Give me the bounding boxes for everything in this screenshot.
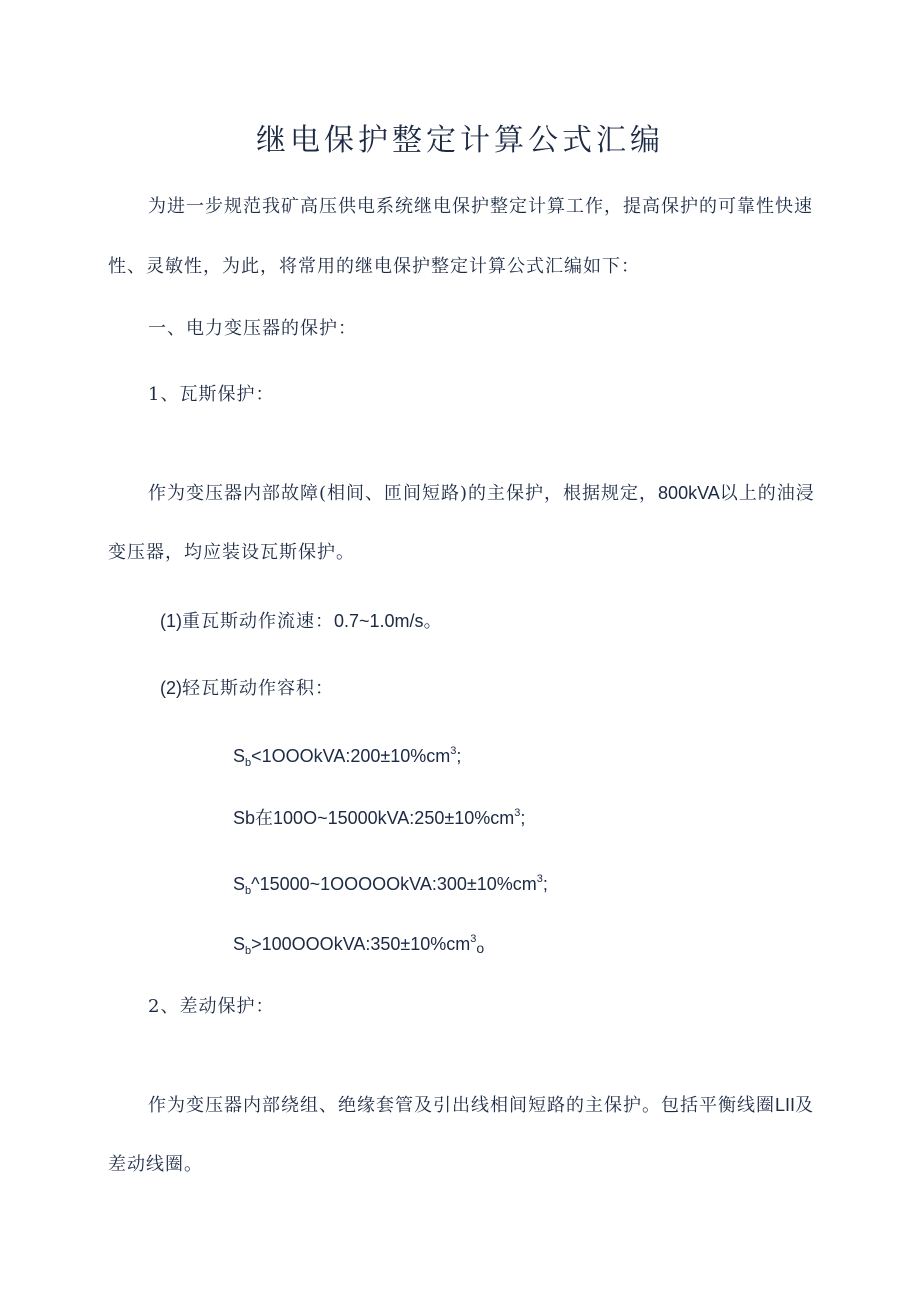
formula-symbol: S [233, 746, 246, 766]
formula-text-cn: 在 [255, 808, 274, 829]
document-title: 继电保护整定计算公式汇编 [256, 123, 664, 158]
formula-superscript: 3 [514, 807, 521, 819]
formula-symbol: Sb [233, 808, 256, 828]
formula-subscript: b [245, 885, 252, 897]
formula-text: >100OOOkVA:350±10%cm [251, 934, 471, 954]
differential-paragraph-text-c: 及 [795, 1095, 815, 1116]
heavy-gas-label: (1) [160, 611, 182, 631]
formula-line-1 [233, 744, 461, 768]
section-heading-transformer-protection: 一、电力变压器的保护： [148, 318, 357, 339]
formula-symbol: S [233, 874, 246, 894]
formula-subscript: b [245, 757, 252, 769]
formula-end: ; [542, 874, 548, 894]
light-gas-label: (2) [160, 678, 182, 698]
gas-paragraph-text-a: 作为变压器内部故障(相间、匝间短路)的主保护，根据规定， [148, 483, 659, 504]
formula-line-3 [233, 872, 548, 896]
gas-protection-paragraph-line-1 [148, 481, 815, 506]
intro-line-2: 性、灵敏性，为此，将常用的继电保护整定计算公式汇编如下： [108, 256, 640, 277]
light-gas-line [160, 676, 334, 701]
light-gas-text: 轻瓦斯动作容积： [182, 678, 334, 699]
differential-paragraph-coil: LII [775, 1095, 796, 1115]
differential-paragraph-line-1 [148, 1093, 814, 1118]
formula-superscript: 3 [470, 933, 477, 945]
heavy-gas-line [160, 609, 443, 634]
formula-end: ; [520, 808, 526, 828]
heavy-gas-value: 0.7~1.0m/s [334, 611, 424, 631]
formula-subscript: b [245, 945, 252, 957]
formula-text: ^15000~1OOOOOkVA:300±10%cm [251, 874, 537, 894]
formula-end: o [476, 940, 485, 956]
intro-line-1: 为进一步规范我矿高压供电系统继电保护整定计算工作，提高保护的可靠性快速 [148, 196, 813, 217]
gas-paragraph-text-c: 以上的油浸 [719, 483, 815, 504]
item-heading-differential-protection: 2、差动保护： [148, 996, 275, 1017]
formula-text: 100O~15000kVA:250±10%cm [273, 808, 515, 828]
heavy-gas-text: 重瓦斯动作流速： [182, 611, 334, 632]
formula-end: ; [456, 746, 462, 766]
differential-paragraph-line-2: 差动线圈。 [108, 1154, 203, 1175]
formula-superscript: 3 [450, 745, 457, 757]
differential-paragraph-text-a: 作为变压器内部绕组、绝缘套管及引出线相间短路的主保护。包括平衡线圈 [148, 1095, 775, 1116]
gas-protection-paragraph-line-2: 变压器，均应装设瓦斯保护。 [108, 542, 355, 563]
gas-paragraph-capacity: 800kVA [658, 483, 720, 503]
formula-line-2 [233, 806, 525, 831]
heavy-gas-end: 。 [423, 611, 443, 632]
item-heading-gas-protection: 1、瓦斯保护： [148, 384, 275, 405]
formula-symbol: S [233, 934, 246, 954]
formula-line-4 [233, 932, 484, 956]
formula-text: <1OOOkVA:200±10%cm [251, 746, 451, 766]
formula-superscript: 3 [536, 873, 543, 885]
